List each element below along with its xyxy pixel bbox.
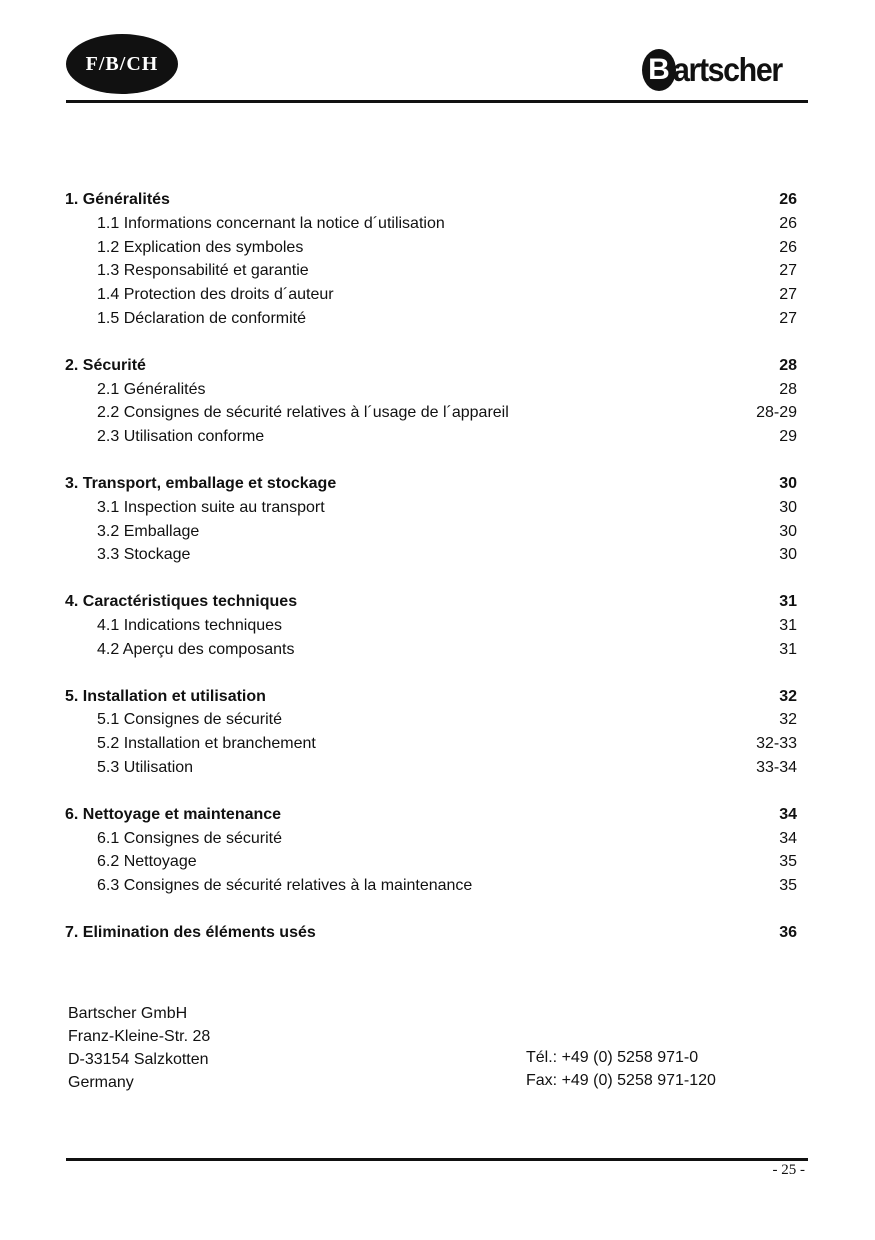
toc-section [65,590,797,661]
toc-entry-title: 4.1 Indications techniques [97,616,283,634]
toc-section-title: 7. Elimination des éléments usés [65,923,316,941]
footer-divider [66,1158,808,1161]
toc-entry [65,520,797,544]
toc-entry-title: 3.2 Emballage [97,522,200,540]
toc-entry-page: 32-33 [756,735,797,753]
logo-initial-mark [642,49,676,91]
toc-entry [65,283,797,307]
address-country: Germany [68,1074,134,1091]
toc-entry [65,732,797,756]
toc-entry-page: 29 [779,428,797,446]
toc-section [65,472,797,567]
contact-phone: Tél.: +49 (0) 5258 971-0 [526,1049,699,1066]
toc-entry-title: 2.3 Utilisation conforme [97,428,265,446]
toc-entry-page: 32 [779,711,797,729]
toc-section-title: 6. Nettoyage et maintenance [65,805,282,823]
toc-entry [65,236,797,260]
toc-section [65,685,797,780]
company-contact [526,1046,716,1092]
toc-entry-page: 26 [779,238,797,256]
toc-entry [65,708,797,732]
toc-entry [65,212,797,236]
toc-entry [65,425,797,449]
toc-entry [65,850,797,874]
toc-entry-title: 2.1 Généralités [97,380,206,398]
toc-entry-page: 35 [779,853,797,871]
toc-section [65,921,797,945]
company-address [68,1002,210,1094]
header-divider [66,100,808,103]
toc-section-heading [65,188,797,212]
toc-entry-title: 1.5 Déclaration de conformité [97,309,306,327]
toc-section-page: 32 [779,687,797,705]
toc-entry-page: 33-34 [756,758,797,776]
toc-entry-title: 6.1 Consignes de sécurité [97,829,282,847]
toc-entry-page: 30 [779,546,797,564]
toc-section-page: 26 [779,191,797,208]
toc-section-heading [65,803,797,827]
address-street: Franz-Kleine-Str. 28 [68,1028,211,1045]
toc-entry-page: 27 [779,309,797,327]
toc-entry-page: 34 [779,829,797,847]
toc-section-title: 5. Installation et utilisation [65,687,266,705]
table-of-contents [65,188,797,968]
toc-entry [65,614,797,638]
toc-section-title: 3. Transport, emballage et stockage [65,474,337,492]
toc-section-heading [65,685,797,709]
toc-section-heading [65,590,797,614]
toc-entry-page: 30 [779,498,797,516]
toc-entry-title: 2.2 Consignes de sécurité relatives à l´usage de l´appareil [97,404,509,422]
toc-section-page: 28 [779,356,797,374]
toc-entry [65,401,797,425]
toc-entry-title: 3.3 Stockage [97,546,191,564]
bartscher-logo [642,44,804,96]
toc-entry-page: 35 [779,877,797,895]
toc-entry-page: 28 [779,380,797,398]
toc-section-heading [65,354,797,378]
toc-section-page: 34 [779,805,797,823]
toc-entry-title: 3.1 Inspection suite au transport [97,498,325,516]
toc-entry-title: 6.2 Nettoyage [97,853,197,871]
company-name: Bartscher GmbH [68,1005,188,1022]
toc-entry [65,638,797,662]
toc-entry [65,827,797,851]
toc-section-heading [65,472,797,496]
toc-section-title: 4. Caractéristiques techniques [65,593,298,611]
toc-entry-title: 5.3 Utilisation [97,758,194,776]
toc-entry-title: 5.2 Installation et branchement [97,735,316,753]
toc-entry-page: 31 [779,640,797,658]
language-badge-label: F/B/CH [85,52,159,75]
address-city: D-33154 Salzkotten [68,1051,209,1068]
toc-entry-title: 4.2 Aperçu des composants [97,640,295,658]
toc-entry [65,543,797,567]
toc-section-title: 1. Généralités [65,191,170,208]
toc-section-heading [65,921,797,945]
toc-entry [65,496,797,520]
toc-entry-title: 6.3 Consignes de sécurité relatives à la maintenance [97,877,473,895]
toc-section-page: 31 [779,593,797,611]
toc-section [65,188,797,331]
toc-entry [65,874,797,898]
toc-entry-title: 1.2 Explication des symboles [97,238,304,256]
toc-entry-page: 27 [779,286,797,304]
toc-entry-title: 1.3 Responsabilité et garantie [97,262,309,280]
toc-entry-title: 1.1 Informations concernant la notice d´utilisation [97,214,445,232]
toc-section-page: 30 [779,474,797,492]
toc-entry-page: 26 [779,214,797,232]
toc-entry-page: 27 [779,262,797,280]
page-number: - 25 - [772,1162,805,1178]
toc-entry-page: 31 [779,616,797,634]
toc-entry-page: 28-29 [756,404,797,422]
toc-entry-page: 30 [779,522,797,540]
toc-entry [65,307,797,331]
logo-initial: B [648,53,670,86]
toc-section-title: 2. Sécurité [65,356,146,374]
logo-text: artscher [673,51,782,88]
language-badge [66,34,178,94]
toc-entry [65,378,797,402]
toc-entry-title: 1.4 Protection des droits d´auteur [97,286,334,304]
contact-fax: Fax: +49 (0) 5258 971-120 [526,1072,716,1089]
toc-section-page: 36 [779,923,797,941]
toc-section [65,354,797,449]
toc-section [65,803,797,898]
toc-entry-title: 5.1 Consignes de sécurité [97,711,282,729]
toc-entry [65,259,797,283]
toc-entry [65,756,797,780]
